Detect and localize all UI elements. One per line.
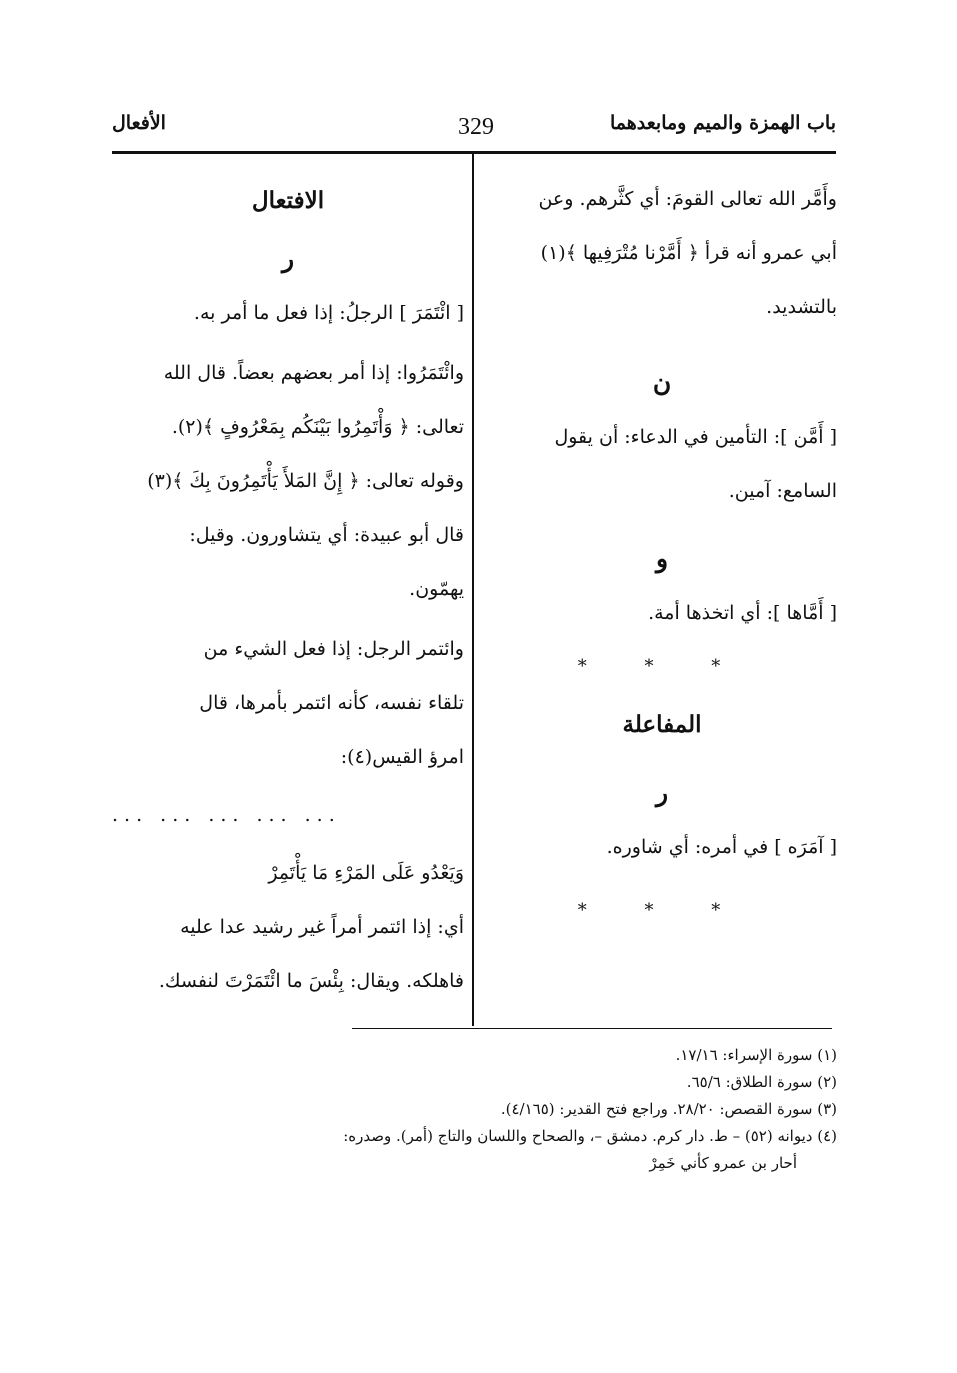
section-title-mufaala: المفاعلة <box>622 711 702 738</box>
entry-ammaha: [ أَمَّاها ]: أي اتخذها أمة. <box>648 602 837 624</box>
text-line: تلقاء نفسه، كأنه ائتمر بأمرها، قال <box>199 692 464 714</box>
text-line: تعالى: ﴿ وَأْتَمِرُوا بَيْنَكُم بِمَعْرُوفٍ ﴾(٢). <box>171 416 464 438</box>
right-column <box>487 160 837 938</box>
left-column <box>112 160 464 1008</box>
footnote-rule <box>352 1028 832 1029</box>
verse-ellipsis: ... ... ... ... ... <box>112 804 341 826</box>
footnote-4: (٤) ديوانه (٥٢) – ط. دار كرم. دمشق –، والصحاح واللسان والتاج (أمر). وصدره: <box>343 1127 837 1145</box>
text-line: وقوله تعالى: ﴿ إِنَّ المَلأَ يَأْتَمِرُونَ بِكَ ﴾(٣) <box>147 470 464 492</box>
header-rule <box>112 151 836 154</box>
section-title-iftiaal: الافتعال <box>251 187 325 214</box>
letter-heading-ra: ر <box>655 778 669 807</box>
text-line: بالتشديد. <box>766 296 837 318</box>
letter-heading-ra: ر <box>281 244 295 273</box>
text-line: وائتمر الرجل: إذا فعل الشيء من <box>203 638 464 660</box>
footnotes <box>117 1042 837 1177</box>
text-line: قال أبو عبيدة: أي يتشاورون. وقيل: <box>189 524 464 546</box>
footnote-verse: أحار بن عمرو كأني خَمِرْ <box>649 1154 797 1172</box>
footnote-2: (٢) سورة الطلاق: ٦٥/٦. <box>686 1073 837 1091</box>
footnote-1: (١) سورة الإسراء: ١٧/١٦. <box>675 1046 837 1064</box>
text-line: [ ائْتَمَرَ ] الرجلُ: إذا فعل ما أمر به. <box>193 302 464 324</box>
text-line: أبي عمرو أنه قرأ ﴿ أَمَّرْنا مُتْرَفِيها ﴾(١) <box>540 242 837 264</box>
entry-amn: [ أَمَّن ]: التأمين في الدعاء: أن يقول <box>554 426 837 448</box>
text-line: يهمّون. <box>409 578 464 600</box>
text-line: وأَمَّر الله تعالى القومَ: أي كثَّرهم. وعن <box>538 188 837 210</box>
separator-stars: * * * <box>577 656 747 677</box>
entry-amarahu: [ آمَرَه ] في أمره: أي شاوره. <box>606 836 837 858</box>
chapter-title: باب الهمزة والميم ومابعدهما <box>609 112 836 134</box>
column-divider <box>472 154 474 1026</box>
running-header <box>112 108 836 148</box>
text-line: السامع: آمين. <box>728 480 837 502</box>
page-number: 329 <box>458 114 494 140</box>
text-line: أي: إذا ائتمر أمراً غير رشيد عدا عليه <box>180 916 464 938</box>
section-header: الأفعال <box>112 112 166 134</box>
letter-heading-waw: و <box>655 544 669 573</box>
poem-verse: وَيَعْدُو عَلَى المَرْءِ مَا يَأْتَمِرْ <box>268 862 464 884</box>
separator-stars: * * * <box>577 900 747 921</box>
letter-heading-nun: ن <box>652 368 672 397</box>
text-line: وائْتَمَرُوا: إذا أمر بعضهم بعضاً. قال الله <box>163 362 464 384</box>
text-line: امرؤ القيس(٤): <box>340 746 464 768</box>
text-line: فاهلكه. ويقال: بِئْسَ ما ائْتَمَرْتَ لنفسك. <box>158 970 464 992</box>
footnote-3: (٣) سورة القصص: ٢٨/٢٠. وراجع فتح القدير: (٤/١٦٥). <box>500 1100 837 1118</box>
